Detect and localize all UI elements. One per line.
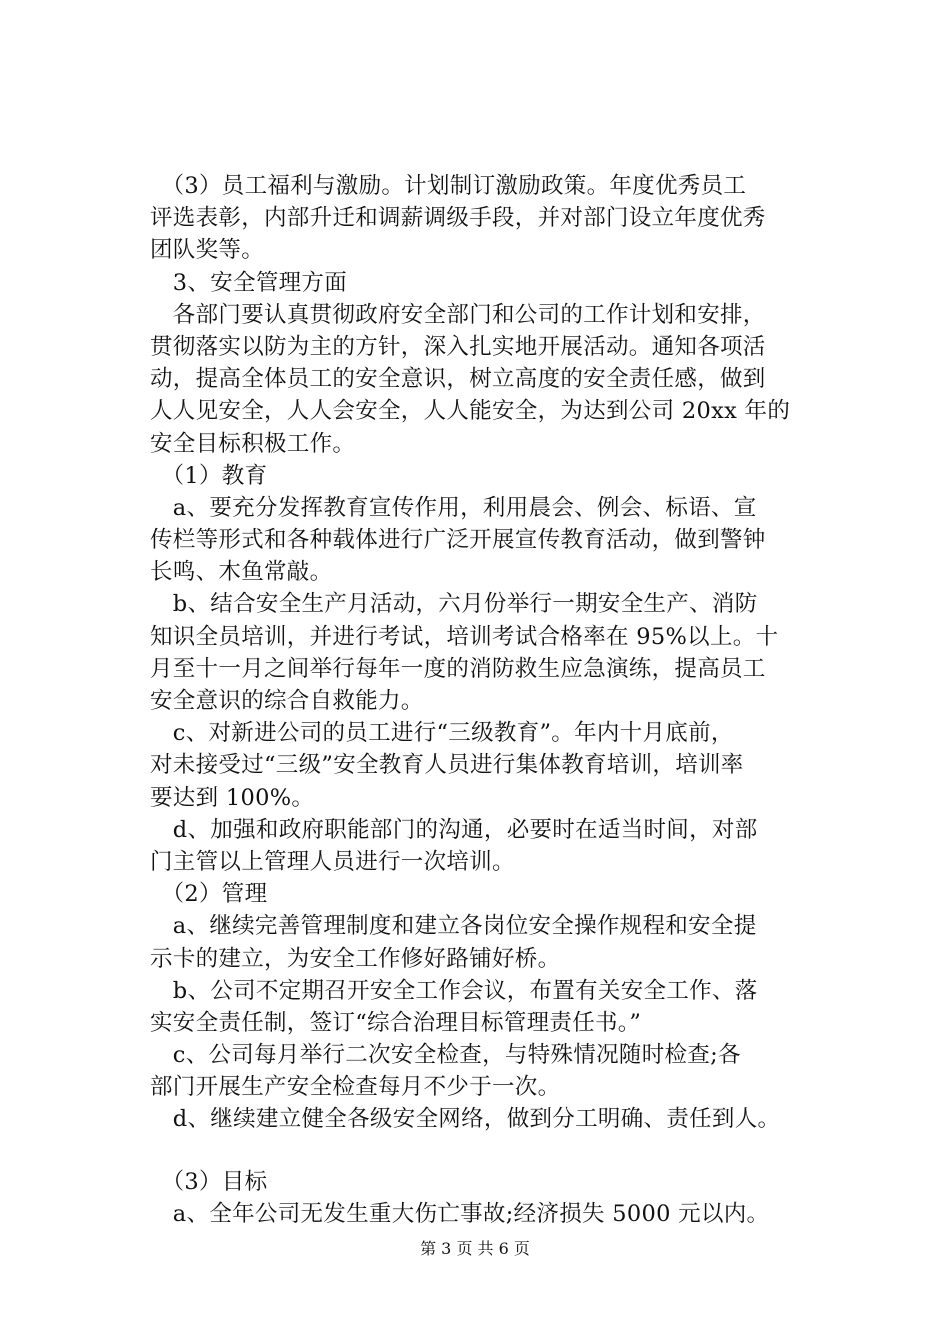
text-line: 传栏等形式和各种载体进行广泛开展宣传教育活动，做到警钟	[150, 527, 766, 554]
text-line: d、加强和政府职能部门的沟通，必要时在适当时间，对部	[150, 816, 758, 843]
text-line: c、对新进公司的员工进行“三级教育”。年内十月底前，	[150, 720, 734, 747]
text-line: a、全年公司无发生重大伤亡事故;经济损失 5000 元以内。	[150, 1200, 770, 1227]
text-line: 部门开展生产安全检查每月不少于一次。	[150, 1074, 561, 1101]
text-line: d、继续建立健全各级安全网络，做到分工明确、责任到人。	[150, 1106, 781, 1133]
page-footer: 第 3 页 共 6 页	[420, 1239, 530, 1258]
text-line: b、公司不定期召开安全工作会议，布置有关安全工作、落	[150, 977, 758, 1004]
text-line: a、要充分发挥教育宣传作用，利用晨会、例会、标语、宣	[150, 494, 757, 521]
subheading-goals: （3）目标	[150, 1168, 268, 1195]
text-line: 门主管以上管理人员进行一次培训。	[150, 848, 515, 875]
text-line: （3）员工福利与激励。计划制订激励政策。年度优秀员工	[150, 173, 747, 199]
text-line: 人人见安全，人人会安全，人人能安全，为达到公司 20xx 年的	[150, 398, 791, 425]
text-line: b、结合安全生产月活动，六月份举行一期安全生产、消防	[150, 591, 758, 618]
paragraph-gap	[150, 1136, 862, 1166]
text-line: a、继续完善管理制度和建立各岗位安全操作规程和安全提	[150, 913, 757, 940]
text-line: 评选表彰，内部升迁和调薪调级手段，并对部门设立年度优秀	[150, 205, 766, 232]
text-line: 实安全责任制，签订“综合治理目标管理责任书。”	[150, 1009, 642, 1036]
text-line: 贯彻落实以防为主的方针，深入扎实地开展活动。通知各项活	[150, 333, 766, 360]
text-line: 安全目标积极工作。	[150, 430, 356, 457]
subheading-education: （1）教育	[150, 462, 268, 489]
subheading-management: （2）管理	[150, 881, 268, 908]
text-line: 团队奖等。	[150, 237, 265, 264]
text-line: 知识全员培训，并进行考试，培训考试合格率在 95%以上。十	[150, 623, 779, 650]
section-heading-safety: 3、安全管理方面	[150, 269, 348, 296]
text-line: 安全意识的综合自救能力。	[150, 688, 424, 714]
text-line: 要达到 100%。	[150, 784, 315, 811]
document-body	[150, 170, 862, 1230]
text-line: 长鸣、木鱼常敲。	[150, 559, 333, 586]
text-line: c、公司每月举行二次安全检查，与特殊情况随时检查;各	[150, 1042, 741, 1069]
text-line: 对未接受过“三级”安全教育人员进行集体教育培训，培训率	[150, 752, 744, 779]
text-line: 示卡的建立，为安全工作修好路铺好桥。	[150, 945, 561, 972]
text-line: 各部门要认真贯彻政府安全部门和公司的工作计划和安排，	[150, 301, 766, 328]
text-line: 动，提高全体员工的安全意识，树立高度的安全责任感，做到	[150, 366, 766, 393]
text-line: 月至十一月之间举行每年一度的消防救生应急演练，提高员工	[150, 655, 766, 682]
